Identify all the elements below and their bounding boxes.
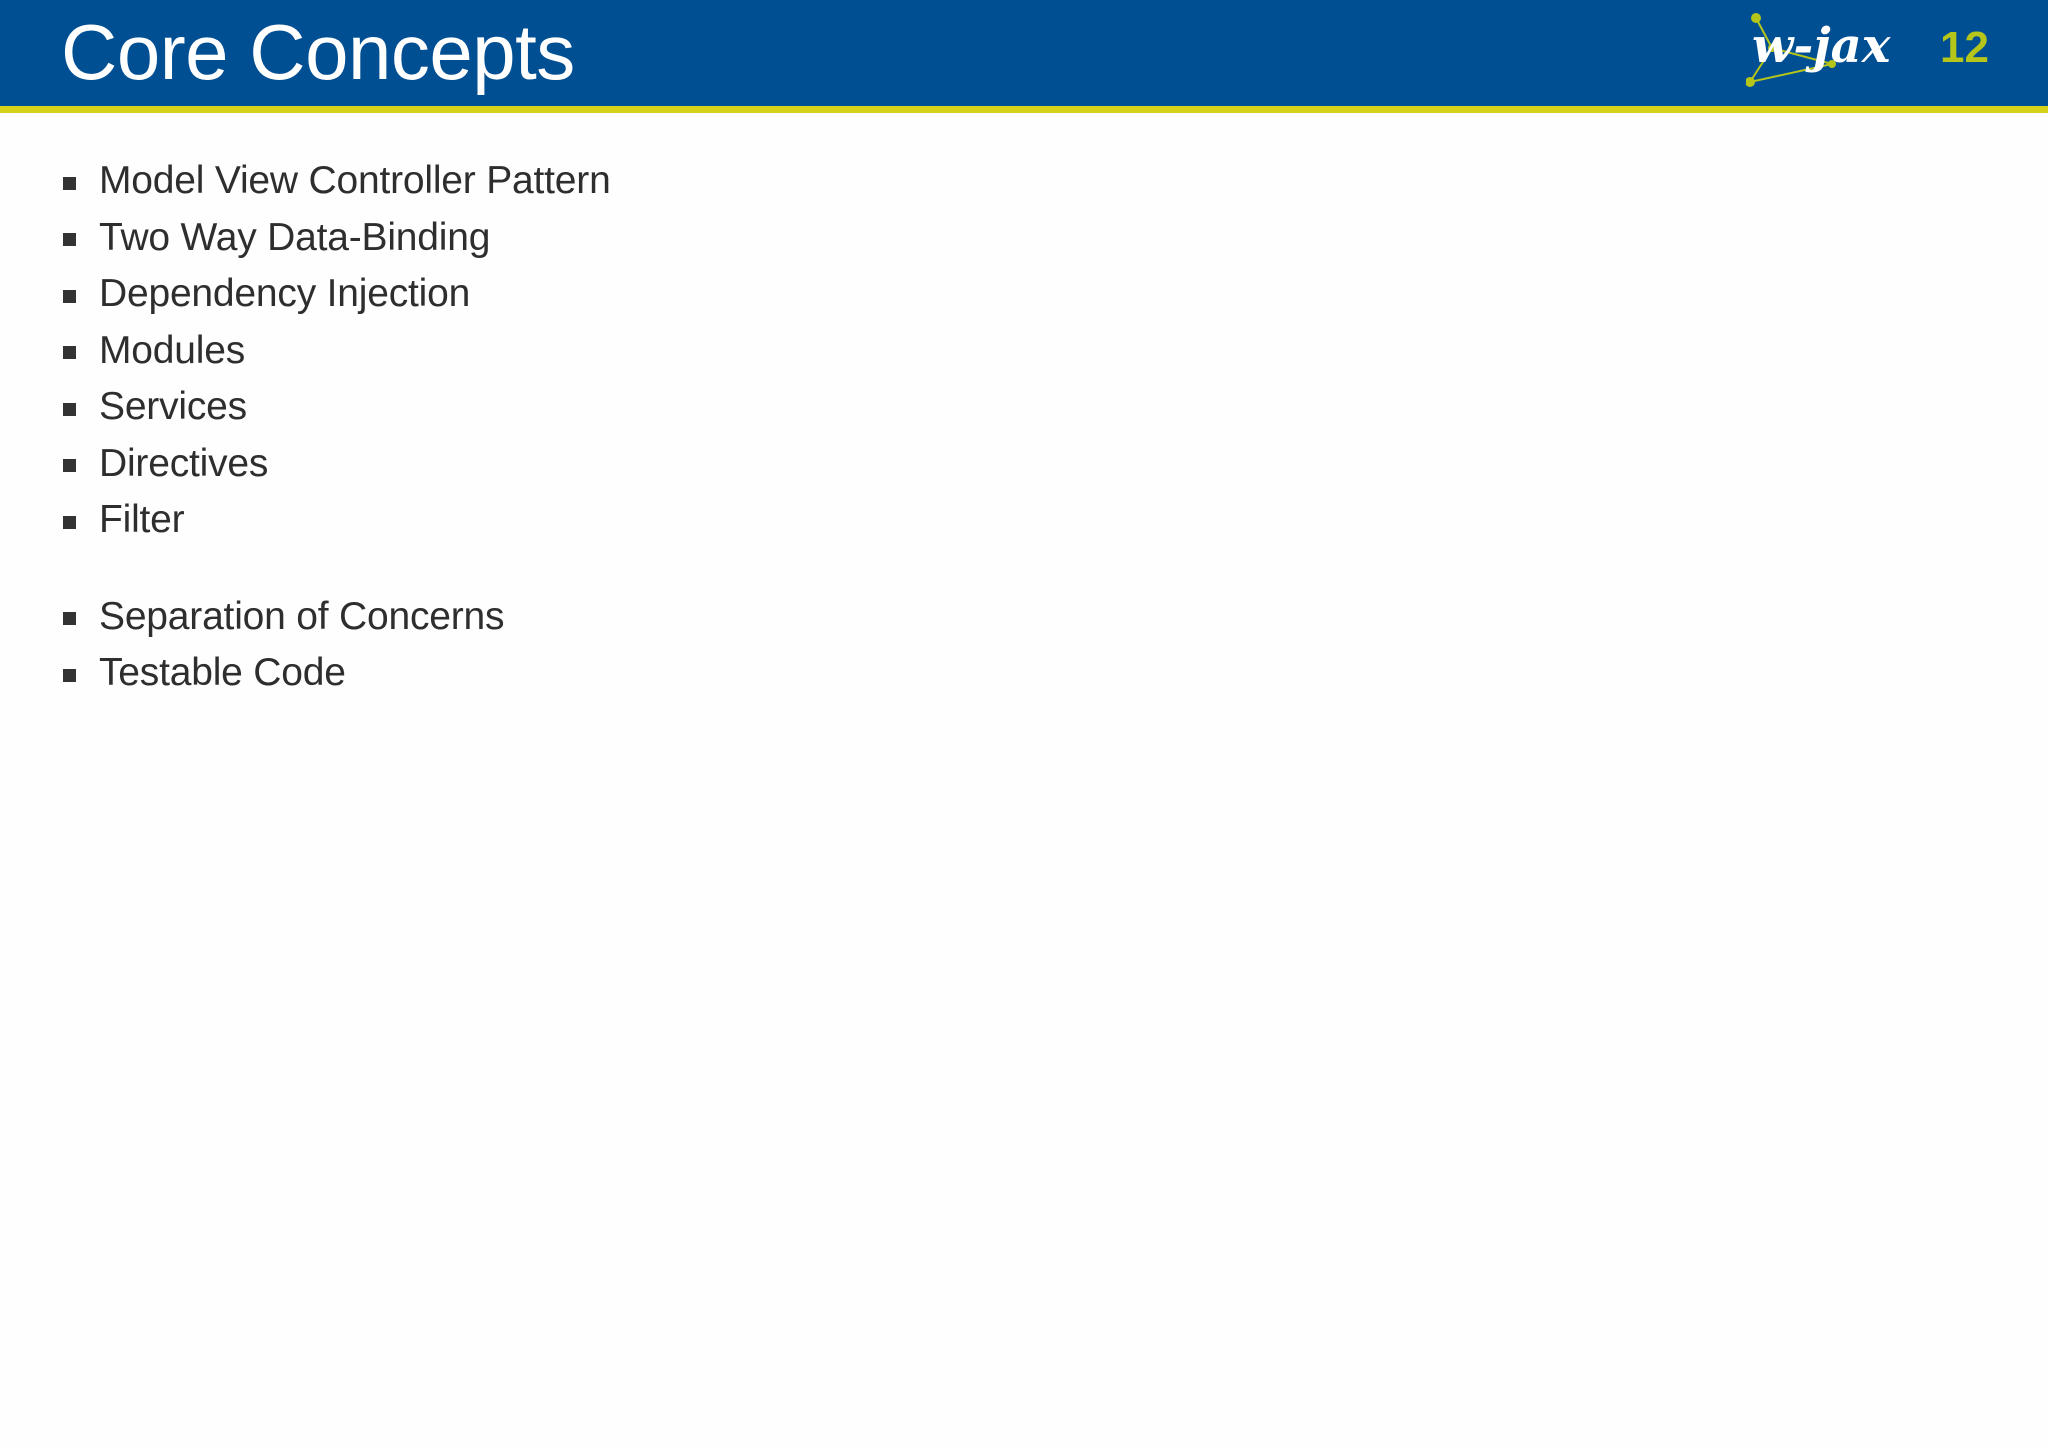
list-item bbox=[61, 323, 1061, 380]
list-item bbox=[61, 645, 1061, 702]
logo-wordmark: w-jax bbox=[1752, 18, 1891, 74]
square-bullet-icon bbox=[63, 346, 76, 359]
square-bullet-icon bbox=[63, 612, 76, 625]
square-bullet-icon bbox=[63, 669, 76, 682]
w-jax-logo bbox=[1746, 12, 1998, 92]
bullet-list bbox=[61, 153, 1061, 702]
list-item-text: Testable Code bbox=[99, 651, 346, 695]
list-item-text: Model View Controller Pattern bbox=[99, 159, 611, 203]
list-item-text: Dependency Injection bbox=[99, 272, 471, 316]
list-item bbox=[61, 436, 1061, 493]
square-bullet-icon bbox=[63, 403, 76, 416]
square-bullet-icon bbox=[63, 233, 76, 246]
list-item-text: Services bbox=[99, 385, 247, 429]
list-item-text: Two Way Data-Binding bbox=[99, 215, 491, 259]
page-title: Core Concepts bbox=[61, 8, 575, 96]
square-bullet-icon bbox=[63, 516, 76, 529]
logo-edition: 12 bbox=[1940, 23, 1989, 72]
list-item bbox=[61, 492, 1061, 549]
header-bar bbox=[0, 0, 2048, 106]
list-item bbox=[61, 210, 1061, 267]
square-bullet-icon bbox=[63, 459, 76, 472]
list-item-text: Directives bbox=[99, 441, 269, 485]
list-item bbox=[61, 153, 1061, 210]
list-item bbox=[61, 266, 1061, 323]
list-item-text: Modules bbox=[99, 328, 246, 372]
square-bullet-icon bbox=[63, 290, 76, 303]
header-accent-rule bbox=[0, 106, 2048, 113]
list-item-text: Separation of Concerns bbox=[99, 594, 505, 638]
list-item bbox=[61, 589, 1061, 646]
square-bullet-icon bbox=[63, 177, 76, 190]
list-item bbox=[61, 379, 1061, 436]
list-item-text: Filter bbox=[99, 498, 185, 542]
